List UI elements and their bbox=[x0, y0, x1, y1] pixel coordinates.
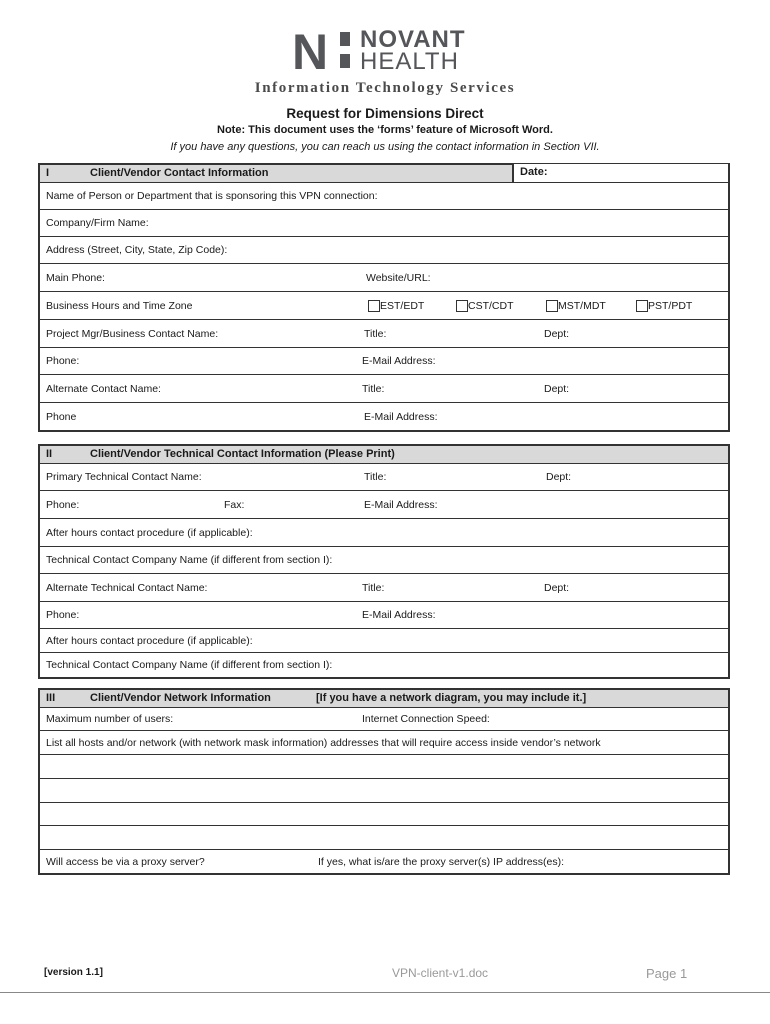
tech-phone-label: Phone: bbox=[46, 498, 80, 511]
pm-phone-row[interactable] bbox=[40, 348, 728, 375]
pm-email-label: E-Mail Address: bbox=[362, 355, 436, 367]
section-1-header bbox=[40, 165, 728, 183]
primary-tech-row[interactable] bbox=[40, 464, 728, 491]
after-hours-row[interactable] bbox=[40, 519, 728, 547]
address-row[interactable] bbox=[40, 237, 728, 264]
page-title: Request for Dimensions Direct bbox=[286, 106, 484, 121]
footer-divider bbox=[0, 992, 770, 993]
hosts-blank-row-4[interactable] bbox=[40, 826, 728, 850]
alt-email-label: E-Mail Address: bbox=[364, 410, 438, 423]
logo-square-top bbox=[340, 32, 350, 46]
section-3-network bbox=[38, 688, 730, 875]
company-row[interactable] bbox=[40, 210, 728, 237]
novant-health-logo bbox=[292, 24, 482, 80]
pst-checkbox[interactable] bbox=[636, 300, 648, 312]
hosts-label: List all hosts and/or network (with network mask information) addresses that will require access inside vendor’s network bbox=[46, 736, 601, 749]
main-phone-row[interactable] bbox=[40, 264, 728, 292]
date-label: Date: bbox=[520, 166, 548, 178]
tech-company-row-2[interactable] bbox=[40, 653, 728, 677]
primary-dept-label: Dept: bbox=[546, 471, 572, 483]
section-1-title: Client/Vendor Contact Information bbox=[90, 167, 269, 179]
tech-phone-row[interactable] bbox=[40, 491, 728, 519]
section-2-technical bbox=[38, 444, 730, 679]
department-title: Information Technology Services bbox=[254, 80, 516, 96]
alt-dept-label: Dept: bbox=[544, 382, 570, 395]
section-1-contact bbox=[38, 163, 730, 432]
proxy-label: Will access be via a proxy server? bbox=[46, 855, 205, 868]
after-hours-label-2: After hours contact procedure (if applicable): bbox=[46, 634, 253, 647]
section-2-number: II bbox=[46, 448, 53, 460]
section-3-header bbox=[40, 690, 728, 708]
alt-contact-row[interactable] bbox=[40, 375, 728, 403]
date-field[interactable] bbox=[512, 164, 728, 182]
mst-label: MST/MDT bbox=[558, 299, 606, 312]
alt-tech-label: Alternate Technical Contact Name: bbox=[46, 581, 208, 594]
pm-title-label: Title: bbox=[364, 327, 387, 340]
alt-tech-phone-row[interactable] bbox=[40, 602, 728, 629]
speed-label: Internet Connection Speed: bbox=[362, 713, 490, 725]
forms-note: Note: This document uses the ‘forms’ feature of Microsoft Word. bbox=[217, 124, 553, 136]
company-label: Company/Firm Name: bbox=[46, 217, 149, 229]
tech-company-row[interactable] bbox=[40, 547, 728, 574]
pm-dept-label: Dept: bbox=[544, 327, 570, 340]
page-number: Page 1 bbox=[646, 966, 688, 981]
hosts-blank-row-2[interactable] bbox=[40, 779, 728, 803]
max-users-row[interactable] bbox=[40, 708, 728, 731]
hosts-row[interactable] bbox=[40, 731, 728, 755]
alt-tech-dept-label: Dept: bbox=[544, 581, 570, 594]
alt-title-label: Title: bbox=[362, 382, 385, 395]
address-label: Address (Street, City, State, Zip Code): bbox=[46, 244, 228, 256]
version-label: [version 1.1] bbox=[44, 967, 103, 978]
hosts-blank-row-3[interactable] bbox=[40, 803, 728, 826]
alt-name-label: Alternate Contact Name: bbox=[46, 382, 161, 395]
hours-row bbox=[40, 292, 728, 320]
pm-row[interactable] bbox=[40, 320, 728, 348]
alt-tech-title-label: Title: bbox=[362, 581, 385, 594]
after-hours-label: After hours contact procedure (if applicable): bbox=[46, 526, 253, 539]
pst-label: PST/PDT bbox=[648, 299, 693, 312]
mst-checkbox[interactable] bbox=[546, 300, 558, 312]
logo-text-health: HEALTH bbox=[360, 48, 459, 75]
website-label: Website/URL: bbox=[366, 271, 431, 284]
cst-checkbox[interactable] bbox=[456, 300, 468, 312]
proxy-row[interactable] bbox=[40, 850, 728, 873]
section-2-title: Client/Vendor Technical Contact Information (Please Print) bbox=[90, 448, 395, 460]
tech-company-label-2: Technical Contact Company Name (if different from section I): bbox=[46, 659, 333, 671]
tech-email-label: E-Mail Address: bbox=[364, 498, 438, 511]
tech-company-label: Technical Contact Company Name (if different from section I): bbox=[46, 554, 333, 566]
sponsor-row[interactable] bbox=[40, 183, 728, 210]
max-users-label: Maximum number of users: bbox=[46, 713, 174, 725]
alt-phone-row[interactable] bbox=[40, 403, 728, 430]
pm-phone-label: Phone: bbox=[46, 355, 80, 367]
alt-tech-phone-label: Phone: bbox=[46, 609, 80, 621]
hosts-blank-row-1[interactable] bbox=[40, 755, 728, 779]
cst-label: CST/CDT bbox=[468, 299, 514, 312]
est-checkbox[interactable] bbox=[368, 300, 380, 312]
tech-fax-label: Fax: bbox=[224, 498, 245, 511]
primary-title-label: Title: bbox=[364, 471, 387, 483]
hours-label: Business Hours and Time Zone bbox=[46, 299, 193, 312]
alt-tech-row[interactable] bbox=[40, 574, 728, 602]
pm-name-label: Project Mgr/Business Contact Name: bbox=[46, 327, 219, 340]
after-hours-row-2[interactable] bbox=[40, 629, 728, 653]
section-2-header bbox=[40, 446, 728, 464]
sponsor-label: Name of Person or Department that is sponsoring this VPN connection: bbox=[46, 190, 378, 202]
primary-tech-label: Primary Technical Contact Name: bbox=[46, 471, 202, 483]
est-label: EST/EDT bbox=[380, 299, 425, 312]
contact-note: If you have any questions, you can reach us using the contact information in Section VII. bbox=[170, 141, 600, 153]
proxy-ip-label: If yes, what is/are the proxy server(s) IP address(es): bbox=[318, 855, 565, 868]
section-3-title: Client/Vendor Network Information bbox=[90, 692, 271, 704]
section-3-number: III bbox=[46, 692, 56, 704]
alt-tech-email-label: E-Mail Address: bbox=[362, 609, 436, 621]
section-3-hint: [If you have a network diagram, you may include it.] bbox=[316, 692, 587, 704]
alt-phone-label: Phone bbox=[46, 410, 77, 423]
logo-text-novant: NOVANT bbox=[360, 26, 466, 53]
logo-n-mark: N bbox=[292, 24, 327, 80]
document-filename: VPN-client-v1.doc bbox=[392, 966, 489, 980]
logo-square-bottom bbox=[340, 54, 350, 68]
main-phone-label: Main Phone: bbox=[46, 271, 105, 284]
section-1-number: I bbox=[46, 167, 50, 179]
